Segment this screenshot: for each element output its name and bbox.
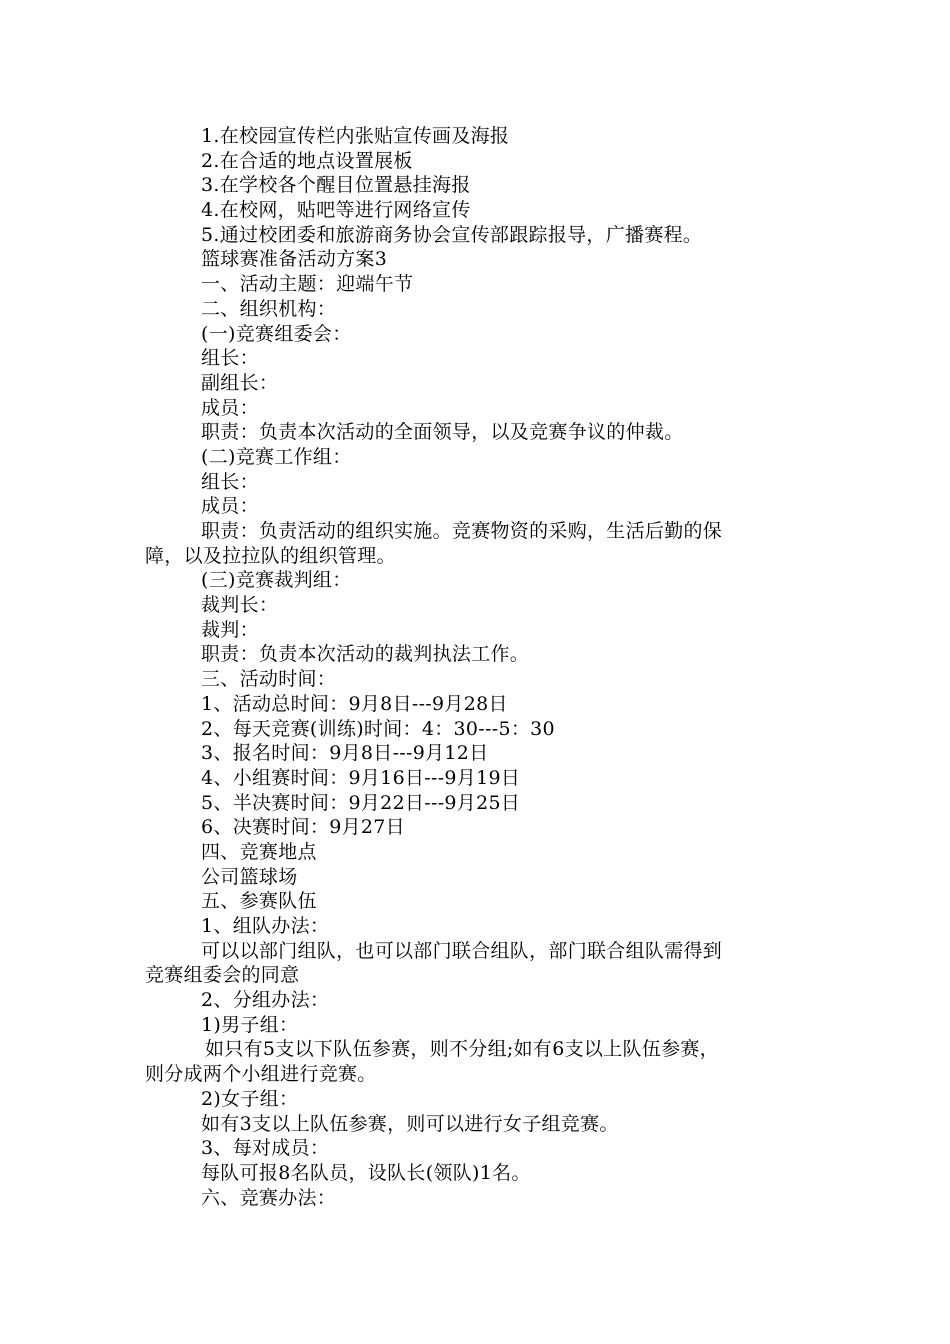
text-line: 六、竞赛办法： <box>201 1186 337 1209</box>
text-line: 2、每天竞赛(训练)时间：4：30---5：30 <box>201 717 555 740</box>
text-line: 3、每对成员： <box>201 1137 330 1160</box>
text-line: (一)竞赛组委会： <box>201 322 352 345</box>
text-line: 组长： <box>201 470 259 493</box>
text-line: 5、半决赛时间：9月22日---9月25日 <box>201 791 521 814</box>
text-line: 副组长： <box>201 371 279 394</box>
text-line: 4.在校网，贴吧等进行网络宣传 <box>201 199 471 222</box>
text-line: 职责：负责活动的组织实施。竞赛物资的采购，生活后勤的保 <box>201 520 723 542</box>
text-line: 1.在校园宣传栏内张贴宣传画及海报 <box>201 125 510 147</box>
text-line: 竞赛组委会的同意 <box>145 964 300 987</box>
text-line: 1)男子组： <box>201 1013 299 1036</box>
text-line: 组长： <box>201 347 259 370</box>
text-line: 成员： <box>201 495 259 518</box>
text-line: 裁判： <box>201 618 259 641</box>
text-line: 2.在合适的地点设置展板 <box>201 149 413 172</box>
text-line: 5.通过校团委和旅游商务协会宣传部跟踪报导，广播赛程。 <box>201 223 703 246</box>
text-line: 裁判长： <box>201 594 279 617</box>
text-line: 3.在学校各个醒目位置悬挂海报 <box>201 174 471 197</box>
document-body <box>145 124 815 1210</box>
text-line: 6、决赛时间：9月27日 <box>201 816 405 839</box>
text-line: 成员： <box>201 396 259 419</box>
text-line: 1、活动总时间：9月8日---9月28日 <box>201 692 508 715</box>
text-line: 四、竞赛地点 <box>201 840 317 863</box>
text-line: 二、组织机构： <box>201 297 337 320</box>
text-line: 如有3支以上队伍参赛，则可以进行女子组竞赛。 <box>201 1112 619 1135</box>
text-line: 职责：负责本次活动的裁判执法工作。 <box>201 643 530 666</box>
text-line: 每队可报8名队员，设队长(领队)1名。 <box>201 1161 531 1184</box>
text-line: 一、活动主题：迎端午节 <box>201 273 414 296</box>
text-line: 可以以部门组队，也可以部门联合组队，部门联合组队需得到 <box>201 939 723 962</box>
text-line: 职责：负责本次活动的全面领导，以及竞赛争议的仲裁。 <box>201 421 684 444</box>
text-line: 五、参赛队伍 <box>201 890 317 913</box>
text-line: (二)竞赛工作组： <box>201 445 352 468</box>
text-line: 三、活动时间： <box>201 668 337 691</box>
text-line: 3、报名时间：9月8日---9月12日 <box>201 742 489 765</box>
text-line: 公司篮球场 <box>201 865 298 888</box>
text-line: 则分成两个小组进行竞赛。 <box>145 1063 377 1086</box>
section-heading: 篮球赛准备活动方案3 <box>201 248 388 271</box>
text-line: 4、小组赛时间：9月16日---9月19日 <box>201 766 521 789</box>
text-line: 1、组队办法： <box>201 915 330 937</box>
text-line: 2)女子组： <box>201 1087 299 1110</box>
text-line: 障，以及拉拉队的组织管理。 <box>145 544 396 567</box>
text-line: (三)竞赛裁判组： <box>201 569 352 592</box>
text-line: 如只有5支以下队伍参赛，则不分组;如有6支以上队伍参赛， <box>205 1038 719 1061</box>
text-line: 2、分组办法： <box>201 989 330 1012</box>
